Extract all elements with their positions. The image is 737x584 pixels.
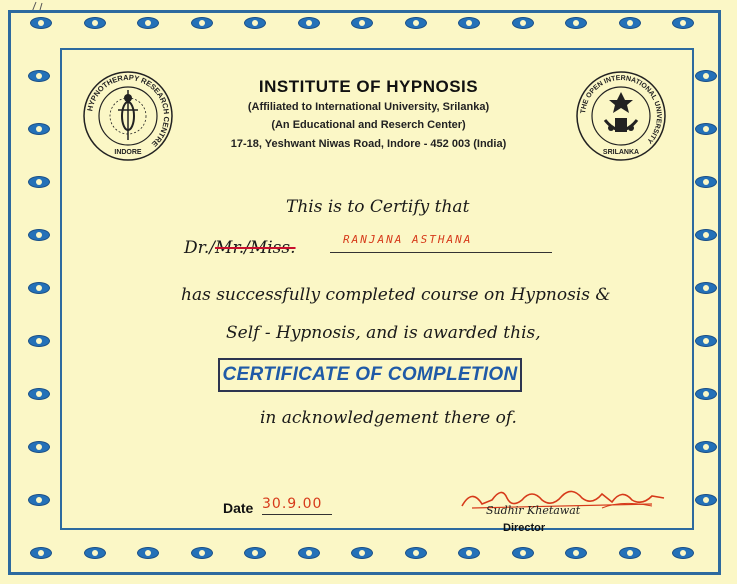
eye-icon	[512, 547, 534, 559]
eye-icon	[619, 17, 641, 29]
eye-icon	[565, 547, 587, 559]
eye-icon	[672, 547, 694, 559]
institute-name: INSTITUTE OF HYPNOSIS	[258, 77, 479, 96]
eye-icon	[695, 441, 717, 453]
recipient-name: RANJANA ASTHANA	[343, 233, 473, 246]
eye-icon	[619, 547, 641, 559]
salutation-struck: Mr./Miss.	[215, 238, 296, 258]
eye-icon	[351, 547, 373, 559]
eye-icon	[244, 17, 266, 29]
certificate-title-box	[218, 358, 522, 392]
right-seal-ring-text: THE OPEN INTERNATIONAL UNIVERSITY	[580, 74, 663, 145]
description-text: (An Educational and Reserch Center)	[271, 119, 466, 131]
eye-icon	[351, 17, 373, 29]
eye-icon	[28, 335, 50, 347]
eye-icon	[405, 17, 427, 29]
recipient-underline	[330, 252, 552, 253]
eye-icon	[458, 17, 480, 29]
body-line-1: has successfully completed course on Hypnosis &	[181, 285, 611, 305]
eye-icon	[565, 17, 587, 29]
eye-icon	[191, 17, 213, 29]
body-line-2: Self - Hypnosis, and is awarded this,	[226, 323, 541, 343]
eye-icon	[695, 176, 717, 188]
eye-icon	[30, 17, 52, 29]
signer-name: Sudhir Khetawat	[486, 504, 581, 517]
eye-icon	[244, 547, 266, 559]
figure-icon	[110, 90, 146, 140]
eye-icon	[298, 17, 320, 29]
eye-icon	[28, 441, 50, 453]
eye-icon	[405, 547, 427, 559]
eye-icon	[672, 17, 694, 29]
signer-title: Director	[503, 522, 546, 534]
date-value: 30.9.00	[262, 496, 323, 512]
address-text: 17-18, Yeshwant Niwas Road, Indore - 452 003 (India)	[230, 138, 507, 150]
certificate-title: CERTIFICATE OF COMPLETION	[222, 364, 518, 385]
salutation-dr: Dr./	[184, 238, 216, 258]
eye-icon	[84, 547, 106, 559]
eye-icon	[28, 176, 50, 188]
date-label: Date	[223, 500, 254, 516]
eye-icon	[695, 229, 717, 241]
left-seal-bottom-text: INDORE	[114, 149, 142, 156]
eye-icon	[28, 282, 50, 294]
eye-icon	[695, 282, 717, 294]
eye-icon	[695, 335, 717, 347]
eye-icon	[137, 547, 159, 559]
affiliation-text: (Affiliated to International University, Srilanka)	[247, 101, 490, 113]
eye-icon	[695, 494, 717, 506]
body-line-3: in acknowledgement there of.	[260, 408, 517, 428]
eye-icon	[298, 547, 320, 559]
certify-text: This is to Certify that	[286, 197, 470, 217]
eye-icon	[28, 229, 50, 241]
date-underline	[262, 514, 332, 515]
eye-icon	[512, 17, 534, 29]
eye-icon	[137, 17, 159, 29]
eye-icon	[191, 547, 213, 559]
eye-icon	[458, 547, 480, 559]
eye-icon	[30, 547, 52, 559]
eye-icon	[84, 17, 106, 29]
eye-icon	[695, 388, 717, 400]
left-seal-ring-text: HYPNOTHERAPY RESEARCH CENTRE	[85, 72, 172, 149]
right-seal-bottom-text: SRILANKA	[602, 149, 640, 156]
eye-icon	[28, 388, 50, 400]
salutation	[184, 238, 296, 258]
eye-icon	[28, 494, 50, 506]
